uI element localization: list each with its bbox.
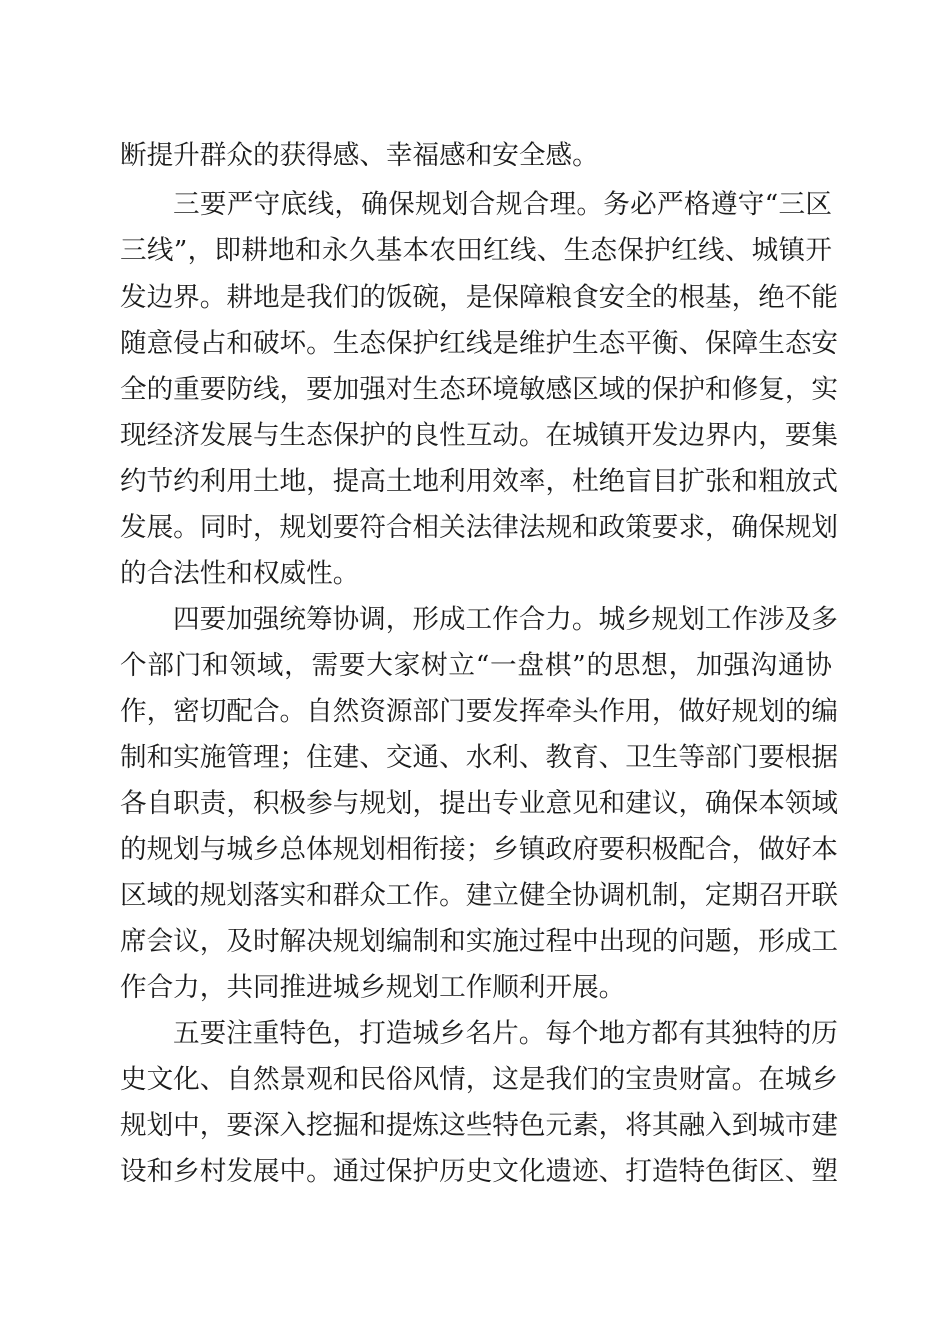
text-line: 三线”，即耕地和永久基本农田红线、生态保护红线、城镇开 (120, 235, 832, 266)
text-line: 约节约利用土地，提高土地利用效率，杜绝盲目扩张和粗放式 (120, 466, 839, 497)
text-line: 史文化、自然景观和民俗风情，这是我们的宝贵财富。在城乡 (120, 1064, 839, 1095)
text-line: 发展。同时，规划要符合相关法律法规和政策要求，确保规划 (120, 512, 839, 543)
text-line: 席会议，及时解决规划编制和实施过程中出现的问题，形成工 (120, 926, 839, 957)
paragraph-first-line: 五要注重特色，打造城乡名片。每个地方都有其独特的历 (173, 1018, 838, 1049)
paragraph-first-line: 四要加强统筹协调，形成工作合力。城乡规划工作涉及多 (173, 604, 838, 635)
text-line: 规划中，要深入挖掘和提炼这些特色元素，将其融入到城市建 (120, 1110, 839, 1141)
text-line: 的规划与城乡总体规划相衔接；乡镇政府要积极配合，做好本 (120, 834, 839, 865)
text-line: 断提升群众的获得感、幸福感和安全感。 (120, 140, 599, 171)
text-line: 发边界。耕地是我们的饭碗，是保障粮食安全的根基，绝不能 (120, 282, 839, 313)
text-line: 现经济发展与生态保护的良性互动。在城镇开发边界内，要集 (120, 420, 839, 451)
text-line: 作，密切配合。自然资源部门要发挥牵头作用，做好规划的编 (120, 696, 839, 727)
text-line: 区域的规划落实和群众工作。建立健全协调机制，定期召开联 (120, 880, 839, 911)
text-line: 全的重要防线，要加强对生态环境敏感区域的保护和修复，实 (120, 374, 839, 405)
text-line: 的合法性和权威性。 (120, 558, 360, 589)
text-line: 作合力，共同推进城乡规划工作顺利开展。 (120, 972, 626, 1003)
text-line: 随意侵占和破坏。生态保护红线是维护生态平衡、保障生态安 (120, 328, 839, 359)
text-line: 设和乡村发展中。通过保护历史文化遗迹、打造特色街区、塑 (120, 1156, 839, 1187)
text-line: 制和实施管理；住建、交通、水利、教育、卫生等部门要根据 (120, 742, 839, 773)
text-line: 各自职责，积极参与规划，提出专业意见和建议，确保本领域 (120, 788, 839, 819)
paragraph-first-line: 三要严守底线，确保规划合规合理。务必严格遵守“三区 (173, 189, 832, 220)
text-line: 个部门和领域，需要大家树立“一盘棋”的思想，加强沟通协 (120, 650, 832, 681)
